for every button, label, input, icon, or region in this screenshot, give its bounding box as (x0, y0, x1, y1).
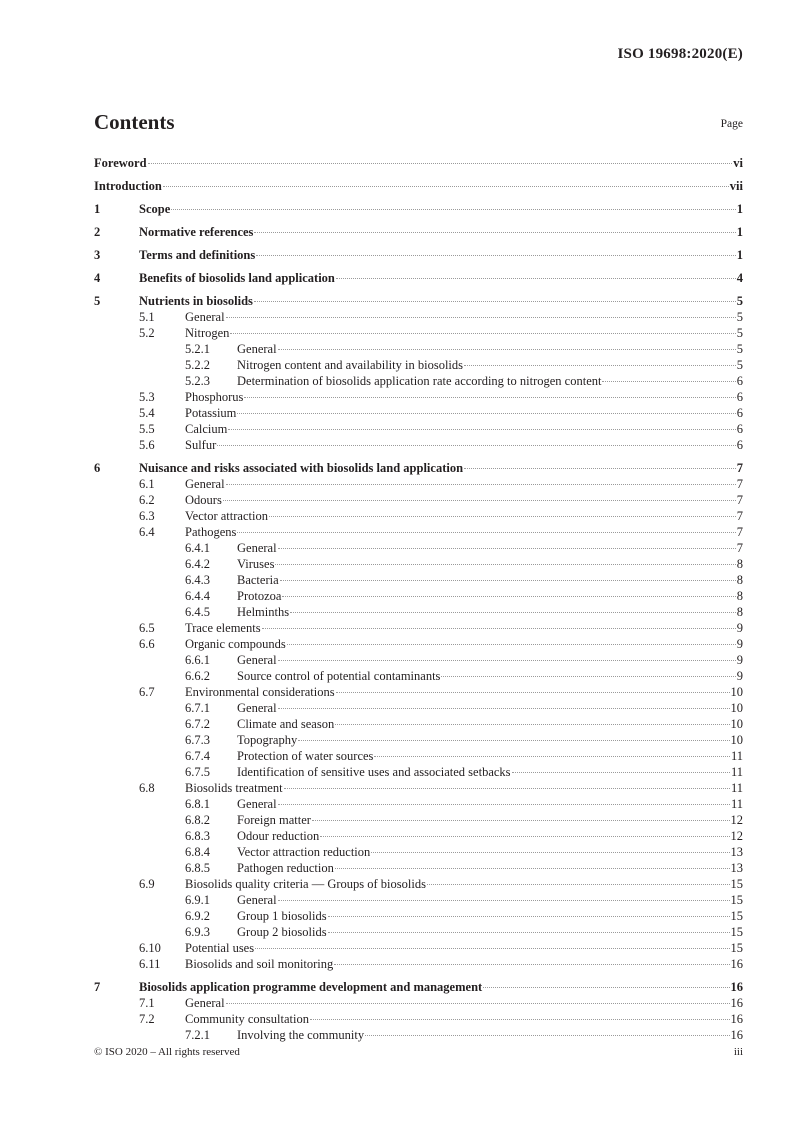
toc-entry[interactable] (94, 812, 743, 828)
section-title[interactable]: Nutrients in biosolids (139, 294, 253, 308)
dot-leader (269, 516, 736, 517)
dot-leader (282, 596, 735, 597)
dot-leader (237, 413, 735, 414)
dot-leader (255, 948, 729, 949)
section-title[interactable]: General (185, 310, 225, 324)
page-ref[interactable]: 7 (736, 477, 743, 491)
dot-leader (171, 209, 736, 210)
toc-entry[interactable] (94, 389, 743, 405)
section-number: 6.7.2 (185, 717, 210, 731)
section-number: 7.1 (139, 996, 155, 1010)
section-number: 7.2 (139, 1012, 155, 1026)
dot-leader (312, 820, 730, 821)
section-number: 5.6 (139, 438, 155, 452)
section-title[interactable]: General (185, 477, 225, 491)
dot-leader (374, 756, 730, 757)
section-title[interactable]: Nitrogen (185, 326, 230, 340)
page-ref[interactable]: 4 (736, 271, 743, 285)
toc-entry[interactable] (94, 748, 743, 764)
dot-leader (602, 381, 735, 382)
toc-entry[interactable] (94, 341, 743, 357)
section-number: 6.8.1 (185, 797, 210, 811)
page-ref[interactable]: 16 (730, 996, 743, 1010)
section-title[interactable]: Sulfur (185, 438, 217, 452)
dot-leader (237, 532, 735, 533)
toc-entry[interactable] (94, 979, 743, 995)
section-number: 6.4 (139, 525, 155, 539)
page-ref[interactable]: 1 (736, 248, 743, 262)
section-number: 6.6.2 (185, 669, 210, 683)
dot-leader (334, 964, 729, 965)
section-number: 7.2.1 (185, 1028, 210, 1042)
section-title[interactable]: Community consultation (185, 1012, 309, 1026)
page-ref[interactable]: 11 (730, 765, 743, 779)
section-title[interactable]: General (237, 797, 277, 811)
page-ref[interactable]: 13 (730, 861, 743, 875)
page-ref[interactable]: 1 (736, 202, 743, 216)
toc-entry[interactable] (94, 995, 743, 1011)
dot-leader (464, 468, 736, 469)
toc-entry[interactable] (94, 732, 743, 748)
section-title[interactable]: Foreign matter (237, 813, 311, 827)
toc-entry[interactable] (94, 572, 743, 588)
section-title[interactable]: General (237, 701, 277, 715)
section-title[interactable]: Potential uses (185, 941, 255, 955)
toc-entry[interactable] (94, 860, 743, 876)
section-number: 6.6.1 (185, 653, 210, 667)
section-title[interactable]: Normative references (139, 225, 254, 239)
section-title[interactable]: Pathogens (185, 525, 237, 539)
page-ref[interactable]: 10 (730, 685, 743, 699)
page-ref[interactable]: 13 (730, 845, 743, 859)
page-ref[interactable]: 15 (730, 909, 743, 923)
page-ref[interactable]: 15 (730, 925, 743, 939)
section-title[interactable]: General (185, 996, 225, 1010)
dot-leader (163, 186, 729, 187)
page-ref[interactable]: 15 (730, 893, 743, 907)
section-title[interactable]: Pathogen reduction (237, 861, 334, 875)
dot-leader (278, 660, 736, 661)
section-title[interactable]: Nuisance and risks associated with biosolids land application (139, 461, 464, 475)
section-title[interactable]: Organic compounds (185, 637, 286, 651)
toc-entry[interactable] (94, 492, 743, 508)
dot-leader (320, 836, 729, 837)
dot-leader (298, 740, 729, 741)
toc-entry[interactable] (94, 652, 743, 668)
page-ref[interactable]: 16 (730, 1028, 743, 1042)
section-number: 6.11 (139, 957, 161, 971)
section-number: 6.4.4 (185, 589, 210, 603)
dot-leader (278, 349, 736, 350)
toc-entry[interactable] (94, 908, 743, 924)
section-title[interactable]: Vector attraction (185, 509, 268, 523)
page-ref[interactable]: 9 (736, 621, 743, 635)
toc-entry[interactable] (94, 556, 743, 572)
page-ref[interactable]: 5 (736, 310, 743, 324)
section-number: 5.2.1 (185, 342, 210, 356)
toc-entry[interactable] (94, 476, 743, 492)
section-number: 6.7 (139, 685, 155, 699)
section-number: 6.8.3 (185, 829, 210, 843)
section-number: 3 (94, 248, 101, 262)
page-ref[interactable]: 9 (736, 669, 743, 683)
toc-entry[interactable] (94, 178, 743, 194)
dot-leader (328, 916, 730, 917)
table-of-contents (94, 155, 743, 1043)
page-ref[interactable]: 9 (736, 637, 743, 651)
section-title[interactable]: Protozoa (237, 589, 282, 603)
dot-leader (280, 580, 736, 581)
section-title[interactable]: Bacteria (237, 573, 279, 587)
dot-leader (287, 644, 736, 645)
dot-leader (254, 232, 735, 233)
dot-leader (278, 548, 736, 549)
toc-entry[interactable] (94, 224, 743, 240)
toc-entry[interactable] (94, 828, 743, 844)
section-number: 6.9.2 (185, 909, 210, 923)
toc-entry[interactable] (94, 924, 743, 940)
section-number: 5.2.3 (185, 374, 210, 388)
section-title[interactable]: Identification of sensitive uses and associated setbacks (237, 765, 511, 779)
page-ref[interactable]: 12 (730, 813, 743, 827)
section-title[interactable]: Foreword (94, 156, 147, 170)
section-title[interactable]: Helminths (237, 605, 290, 619)
page-ref[interactable]: 6 (736, 438, 743, 452)
section-title[interactable]: Phosphorus (185, 390, 244, 404)
page-ref[interactable]: 8 (736, 589, 743, 603)
section-number: 6.6 (139, 637, 155, 651)
page-ref[interactable]: 7 (736, 493, 743, 507)
page-number: iii (733, 1046, 743, 1058)
page-ref[interactable]: 5 (736, 342, 743, 356)
toc-entry[interactable] (94, 373, 743, 389)
page-ref[interactable]: vi (733, 156, 743, 170)
dot-leader (223, 500, 736, 501)
section-title[interactable]: Involving the community (237, 1028, 365, 1042)
section-title[interactable]: Nitrogen content and availability in biosolids (237, 358, 464, 372)
toc-entry[interactable] (94, 668, 743, 684)
section-title[interactable]: Terms and definitions (139, 248, 256, 262)
dot-leader (217, 445, 736, 446)
page-ref[interactable]: vii (729, 179, 743, 193)
page-ref[interactable]: 6 (736, 406, 743, 420)
section-title[interactable]: Protection of water sources (237, 749, 374, 763)
dot-leader (464, 365, 736, 366)
section-number: 5.4 (139, 406, 155, 420)
section-number: 5.2.2 (185, 358, 210, 372)
section-title[interactable]: Calcium (185, 422, 228, 436)
section-title[interactable]: Group 2 biosolids (237, 925, 327, 939)
toc-entry[interactable] (94, 604, 743, 620)
section-number: 6.4.5 (185, 605, 210, 619)
dot-leader (278, 708, 730, 709)
toc-entry[interactable] (94, 780, 743, 796)
page-ref[interactable]: 5 (736, 294, 743, 308)
section-number: 1 (94, 202, 101, 216)
toc-entry[interactable] (94, 636, 743, 652)
section-title[interactable]: Topography (237, 733, 298, 747)
page-ref[interactable]: 6 (736, 374, 743, 388)
page-ref[interactable]: 8 (736, 605, 743, 619)
dot-leader (278, 900, 730, 901)
page-ref[interactable]: 10 (730, 701, 743, 715)
section-title[interactable]: Viruses (237, 557, 275, 571)
section-number: 6.9.3 (185, 925, 210, 939)
section-number: 6.7.3 (185, 733, 210, 747)
toc-entry[interactable] (94, 524, 743, 540)
toc-entry[interactable] (94, 155, 743, 171)
toc-entry[interactable] (94, 700, 743, 716)
page-ref[interactable]: 15 (730, 877, 743, 891)
toc-entry[interactable] (94, 270, 743, 286)
dot-leader (371, 852, 729, 853)
dot-leader (244, 397, 735, 398)
section-title[interactable]: Vector attraction reduction (237, 845, 371, 859)
toc-entry[interactable] (94, 309, 743, 325)
document-id: ISO 19698:2020(E) (617, 46, 743, 62)
section-number: 6.8.5 (185, 861, 210, 875)
section-title[interactable]: Introduction (94, 179, 162, 193)
section-number: 6.9.1 (185, 893, 210, 907)
dot-leader (230, 333, 735, 334)
toc-entry[interactable] (94, 876, 743, 892)
dot-leader (262, 628, 736, 629)
page-ref[interactable]: 12 (730, 829, 743, 843)
toc-entry[interactable] (94, 421, 743, 437)
dot-leader (275, 564, 735, 565)
toc-entry[interactable] (94, 892, 743, 908)
toc-entry[interactable] (94, 796, 743, 812)
section-number: 4 (94, 271, 101, 285)
section-number: 6.7.1 (185, 701, 210, 715)
section-number: 6.8.4 (185, 845, 210, 859)
section-number: 7 (94, 980, 101, 994)
toc-entry[interactable] (94, 460, 743, 476)
section-number: 5.1 (139, 310, 155, 324)
section-number: 6.4.2 (185, 557, 210, 571)
page-ref[interactable]: 7 (736, 461, 743, 475)
dot-leader (226, 1003, 730, 1004)
section-title[interactable]: Trace elements (185, 621, 261, 635)
dot-leader (335, 724, 729, 725)
section-number: 5.3 (139, 390, 155, 404)
toc-entry[interactable] (94, 844, 743, 860)
toc-entry[interactable] (94, 437, 743, 453)
page-ref[interactable]: 11 (730, 781, 743, 795)
page-ref[interactable]: 10 (730, 717, 743, 731)
page-ref[interactable]: 16 (730, 1012, 743, 1026)
section-title[interactable]: Environmental considerations (185, 685, 335, 699)
dot-leader (365, 1035, 729, 1036)
section-title[interactable]: Scope (139, 202, 171, 216)
section-number: 6.1 (139, 477, 155, 491)
toc-entry[interactable] (94, 620, 743, 636)
section-title[interactable]: Biosolids and soil monitoring (185, 957, 334, 971)
page-ref[interactable]: 7 (736, 541, 743, 555)
toc-entry[interactable] (94, 764, 743, 780)
dot-leader (254, 301, 736, 302)
section-title[interactable]: Biosolids quality criteria — Groups of biosolids (185, 877, 426, 891)
dot-leader (441, 676, 735, 677)
section-number: 6.2 (139, 493, 155, 507)
page-ref[interactable]: 1 (736, 225, 743, 239)
section-number: 6.7.5 (185, 765, 210, 779)
dot-leader (148, 163, 733, 164)
page-ref[interactable]: 8 (736, 573, 743, 587)
page-ref[interactable]: 16 (730, 957, 743, 971)
toc-entry[interactable] (94, 716, 743, 732)
page-ref[interactable]: 5 (736, 358, 743, 372)
dot-leader (228, 429, 735, 430)
section-number: 6.4.1 (185, 541, 210, 555)
toc-entry[interactable] (94, 293, 743, 309)
section-number: 6.8 (139, 781, 155, 795)
dot-leader (278, 804, 730, 805)
toc-entry[interactable] (94, 357, 743, 373)
dot-leader (483, 987, 729, 988)
dot-leader (284, 788, 730, 789)
dot-leader (256, 255, 736, 256)
toc-entry[interactable] (94, 247, 743, 263)
section-title[interactable]: Benefits of biosolids land application (139, 271, 335, 285)
dot-leader (336, 278, 736, 279)
section-title[interactable]: General (237, 653, 277, 667)
dot-leader (335, 868, 730, 869)
contents-header (94, 110, 743, 140)
section-title[interactable]: General (237, 342, 277, 356)
section-number: 5.5 (139, 422, 155, 436)
page-ref[interactable]: 7 (736, 525, 743, 539)
page-ref[interactable]: 10 (730, 733, 743, 747)
section-number: 6.8.2 (185, 813, 210, 827)
section-title[interactable]: Potassium (185, 406, 237, 420)
toc-entry[interactable] (94, 540, 743, 556)
section-title[interactable]: Biosolids treatment (185, 781, 283, 795)
page-ref[interactable]: 9 (736, 653, 743, 667)
section-title[interactable]: Group 1 biosolids (237, 909, 327, 923)
section-title[interactable]: Climate and season (237, 717, 335, 731)
copyright-notice: © ISO 2020 – All rights reserved (94, 1046, 240, 1058)
page-title: Contents (94, 110, 175, 134)
section-title[interactable]: General (237, 893, 277, 907)
page-ref[interactable]: 15 (730, 941, 743, 955)
toc-entry[interactable] (94, 201, 743, 217)
toc-entry[interactable] (94, 508, 743, 524)
page-column-label: Page (720, 118, 743, 130)
toc-entry[interactable] (94, 1011, 743, 1027)
page-ref[interactable]: 8 (736, 557, 743, 571)
section-number: 2 (94, 225, 101, 239)
section-number: 6.4.3 (185, 573, 210, 587)
dot-leader (427, 884, 730, 885)
toc-entry[interactable] (94, 1027, 743, 1043)
section-title[interactable]: Odour reduction (237, 829, 320, 843)
section-title[interactable]: Odours (185, 493, 222, 507)
section-number: 6.5 (139, 621, 155, 635)
section-number: 6 (94, 461, 101, 475)
section-title[interactable]: Source control of potential contaminants (237, 669, 441, 683)
toc-entry[interactable] (94, 325, 743, 341)
section-title[interactable]: Biosolids application programme development and management (139, 980, 483, 994)
toc-entry[interactable] (94, 405, 743, 421)
dot-leader (226, 317, 736, 318)
page-ref[interactable]: 5 (736, 326, 743, 340)
section-number: 6.10 (139, 941, 161, 955)
page-ref[interactable]: 16 (730, 980, 743, 994)
section-number: 5.2 (139, 326, 155, 340)
section-title[interactable]: General (237, 541, 277, 555)
page-ref[interactable]: 11 (730, 797, 743, 811)
page-ref[interactable]: 11 (730, 749, 743, 763)
section-number: 6.7.4 (185, 749, 210, 763)
page-ref[interactable]: 7 (736, 509, 743, 523)
page-ref[interactable]: 6 (736, 390, 743, 404)
section-number: 6.3 (139, 509, 155, 523)
dot-leader (226, 484, 736, 485)
toc-entry[interactable] (94, 956, 743, 972)
page-ref[interactable]: 6 (736, 422, 743, 436)
toc-entry[interactable] (94, 588, 743, 604)
toc-entry[interactable] (94, 684, 743, 700)
dot-leader (310, 1019, 730, 1020)
dot-leader (512, 772, 730, 773)
dot-leader (336, 692, 730, 693)
dot-leader (328, 932, 730, 933)
section-number: 5 (94, 294, 101, 308)
section-title[interactable]: Determination of biosolids application rate according to nitrogen content (237, 374, 602, 388)
section-number: 6.9 (139, 877, 155, 891)
dot-leader (290, 612, 736, 613)
toc-entry[interactable] (94, 940, 743, 956)
